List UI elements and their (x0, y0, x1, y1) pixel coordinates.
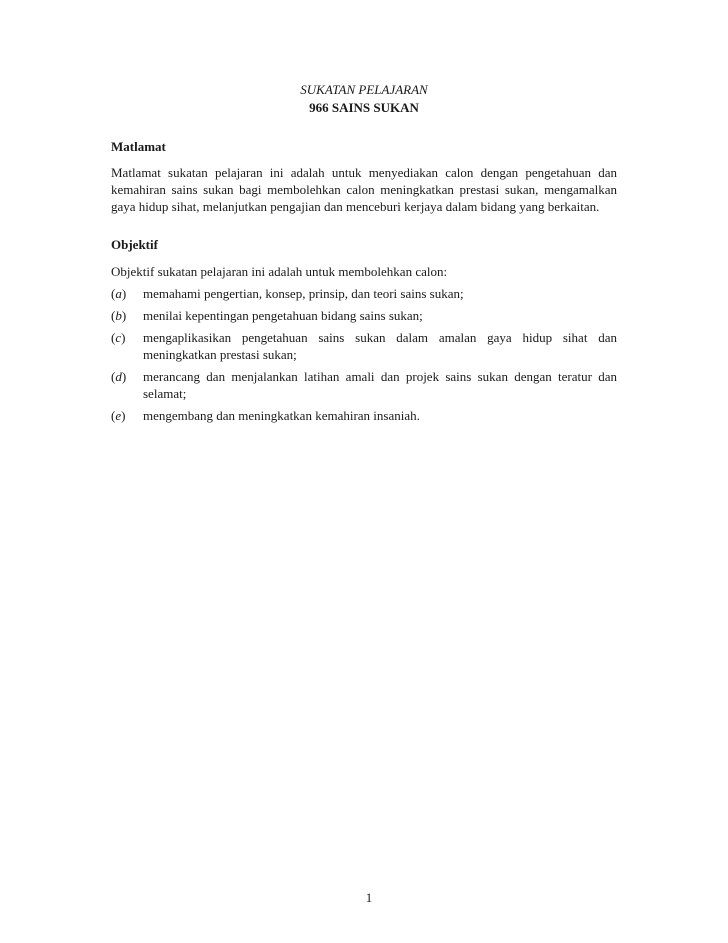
list-item (111, 307, 617, 324)
list-item-label: (a) (111, 286, 127, 301)
objektif-section (111, 236, 617, 253)
list-item (111, 368, 617, 402)
objektif-intro-block (111, 263, 617, 280)
document-subtitle: 966 SAINS SUKAN (309, 100, 419, 115)
list-item-label: (e) (111, 408, 126, 423)
objective-list (111, 285, 617, 424)
page-number: 1 (365, 890, 373, 905)
list-item (111, 285, 617, 302)
document-title: SUKATAN PELAJARAN (300, 82, 428, 97)
matlamat-body (111, 164, 617, 215)
objektif-heading: Objektif (111, 237, 158, 252)
page-header (0, 81, 728, 116)
list-item-text: menilai kepentingan pengetahuan bidang sains sukan; (143, 308, 423, 323)
matlamat-section (111, 138, 617, 155)
list-item (111, 407, 617, 424)
list-item-text: mengaplikasikan pengetahuan sains sukan dalam amalan gaya hidup sihat dan meningkatkan prestasi sukan; (143, 330, 617, 362)
objektif-list-block (111, 285, 617, 429)
list-item-text: merancang dan menjalankan latihan amali dan projek sains sukan dengan teratur dan selamat; (143, 369, 617, 401)
list-item-text: mengembang dan meningkatkan kemahiran insaniah. (143, 408, 420, 423)
list-item (111, 329, 617, 363)
objektif-intro: Objektif sukatan pelajaran ini adalah untuk membolehkan calon: (111, 264, 448, 279)
list-item-label: (c) (111, 330, 126, 345)
list-item-label: (b) (111, 308, 127, 323)
list-item-label: (d) (111, 369, 127, 384)
list-item-text: memahami pengertian, konsep, prinsip, dan teori sains sukan; (143, 286, 464, 301)
matlamat-heading: Matlamat (111, 139, 166, 154)
matlamat-paragraph: Matlamat sukatan pelajaran ini adalah untuk menyediakan calon dengan pengetahuan dan kemahiran sains sukan bagi membolehkan calon meningkatkan prestasi sukan, mengamalkan gaya hidup sihat, melanjutkan pengajian dan menceburi kerjaya dalam bidang yang berkaitan. (111, 165, 617, 214)
